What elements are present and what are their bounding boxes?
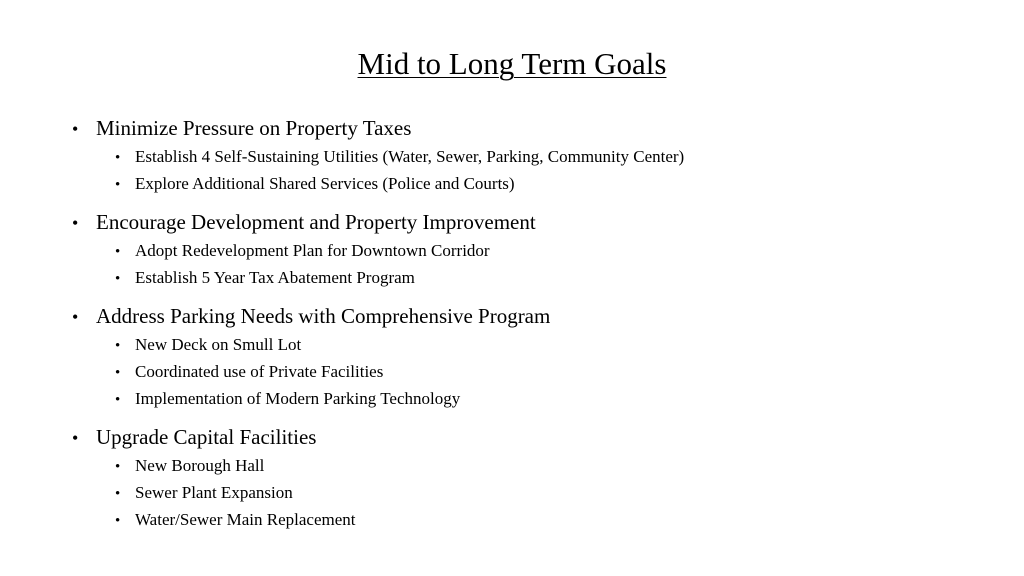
sub-list — [72, 332, 972, 413]
section-encourage-development — [72, 207, 972, 292]
bullet-icon: • — [72, 119, 79, 139]
section-heading-text: Minimize Pressure on Property Taxes — [96, 116, 412, 140]
list-item — [115, 386, 972, 413]
bullet-icon: • — [115, 177, 121, 193]
list-item — [115, 453, 972, 480]
list-item — [115, 332, 972, 359]
section-heading — [72, 422, 972, 453]
list-item — [115, 265, 972, 292]
bullet-icon: • — [115, 150, 121, 166]
list-item-text: Sewer Plant Expansion — [135, 483, 293, 502]
sub-list — [72, 453, 972, 534]
section-heading — [72, 113, 972, 144]
list-item — [115, 507, 972, 534]
bullet-icon: • — [115, 392, 121, 408]
bullet-icon: • — [115, 338, 121, 354]
section-upgrade-capital — [72, 422, 972, 534]
bullet-icon: • — [115, 365, 121, 381]
section-heading — [72, 207, 972, 238]
section-heading-text: Upgrade Capital Facilities — [96, 425, 317, 449]
list-item-text: Coordinated use of Private Facilities — [135, 362, 384, 381]
list-item — [115, 480, 972, 507]
section-minimize-pressure — [72, 113, 972, 198]
bullet-icon: • — [72, 213, 79, 233]
list-item — [115, 359, 972, 386]
list-item-text: Establish 5 Year Tax Abatement Program — [135, 268, 415, 287]
section-heading-text: Encourage Development and Property Improvement — [96, 210, 536, 234]
bullet-icon: • — [72, 307, 79, 327]
page-title: Mid to Long Term Goals — [357, 46, 667, 81]
list-item-text: New Deck on Smull Lot — [135, 335, 302, 354]
section-heading — [72, 301, 972, 332]
list-item-text: New Borough Hall — [135, 456, 265, 475]
list-item — [115, 171, 972, 198]
list-item-text: Water/Sewer Main Replacement — [135, 510, 356, 529]
bullet-icon: • — [115, 513, 121, 529]
list-item-text: Establish 4 Self-Sustaining Utilities (Water, Sewer, Parking, Community Center) — [135, 147, 685, 166]
bullet-icon: • — [115, 271, 121, 287]
bullet-list — [72, 113, 972, 534]
list-item-text: Explore Additional Shared Services (Police and Courts) — [135, 174, 515, 193]
sub-list — [72, 144, 972, 198]
list-item — [115, 238, 972, 265]
list-item-text: Adopt Redevelopment Plan for Downtown Corridor — [135, 241, 490, 260]
bullet-icon: • — [115, 486, 121, 502]
sub-list — [72, 238, 972, 292]
section-address-parking — [72, 301, 972, 413]
bullet-icon: • — [115, 459, 121, 475]
bullet-icon: • — [72, 428, 79, 448]
list-item-text: Implementation of Modern Parking Technology — [135, 389, 461, 408]
list-item — [115, 144, 972, 171]
section-heading-text: Address Parking Needs with Comprehensive Program — [96, 304, 551, 328]
bullet-icon: • — [115, 244, 121, 260]
